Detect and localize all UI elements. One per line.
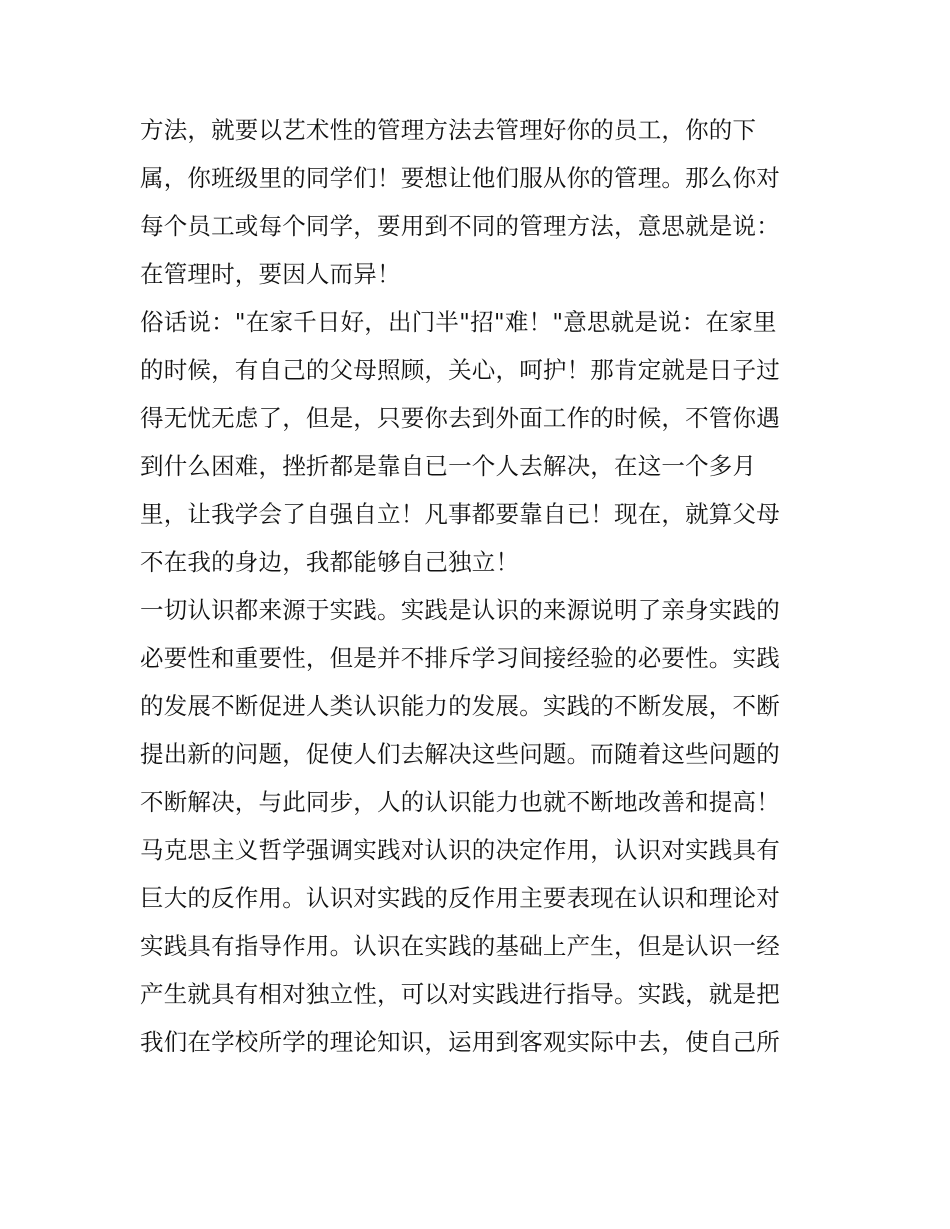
text-line: 每个员工或每个同学，要用到不同的管理方法，意思就是说： (140, 212, 780, 240)
text-line: 到什么困难，挫折都是靠自已一个人去解决，在这一个多月 (140, 452, 757, 480)
text-line: 我们在学校所学的理论知识，运用到客观实际中去，使自己所 (140, 1028, 780, 1056)
text-line: 提出新的问题，促使人们去解决这些问题。而随着这些问题的 (140, 740, 780, 768)
text-line: 产生就具有相对独立性，可以对实践进行指导。实践，就是把 (140, 980, 780, 1008)
text-line: 不在我的身边，我都能够自己独立！ (140, 548, 520, 576)
text-line: 的时候，有自己的父母照顾，关心，呵护！那肯定就是日子过 (140, 356, 780, 384)
text-line: 俗话说："在家千日好，出门半"招"难！"意思就是说：在家里 (140, 308, 777, 336)
text-line: 巨大的反作用。认识对实践的反作用主要表现在认识和理论对 (140, 884, 780, 912)
text-line: 在管理时，要因人而异！ (140, 260, 401, 288)
text-line: 马克思主义哲学强调实践对认识的决定作用，认识对实践具有 (140, 836, 780, 864)
text-line: 的发展不断促进人类认识能力的发展。实践的不断发展，不断 (140, 692, 780, 720)
text-line: 里，让我学会了自强自立！凡事都要靠自已！现在，就算父母 (140, 500, 780, 528)
text-line: 一切认识都来源于实践。实践是认识的来源说明了亲身实践的 (140, 596, 780, 624)
text-line: 不断解决，与此同步，人的认识能力也就不断地改善和提高！ (140, 788, 780, 816)
text-line: 实践具有指导作用。认识在实践的基础上产生，但是认识一经 (140, 932, 780, 960)
text-line: 属，你班级里的同学们！要想让他们服从你的管理。那么你对 (140, 164, 780, 192)
text-line: 得无忧无虑了，但是，只要你去到外面工作的时候，不管你遇 (140, 404, 780, 432)
text-line: 必要性和重要性，但是并不排斥学习间接经验的必要性。实践 (140, 644, 780, 672)
text-line: 方法，就要以艺术性的管理方法去管理好你的员工，你的下 (140, 116, 757, 144)
body-text (140, 106, 830, 1066)
